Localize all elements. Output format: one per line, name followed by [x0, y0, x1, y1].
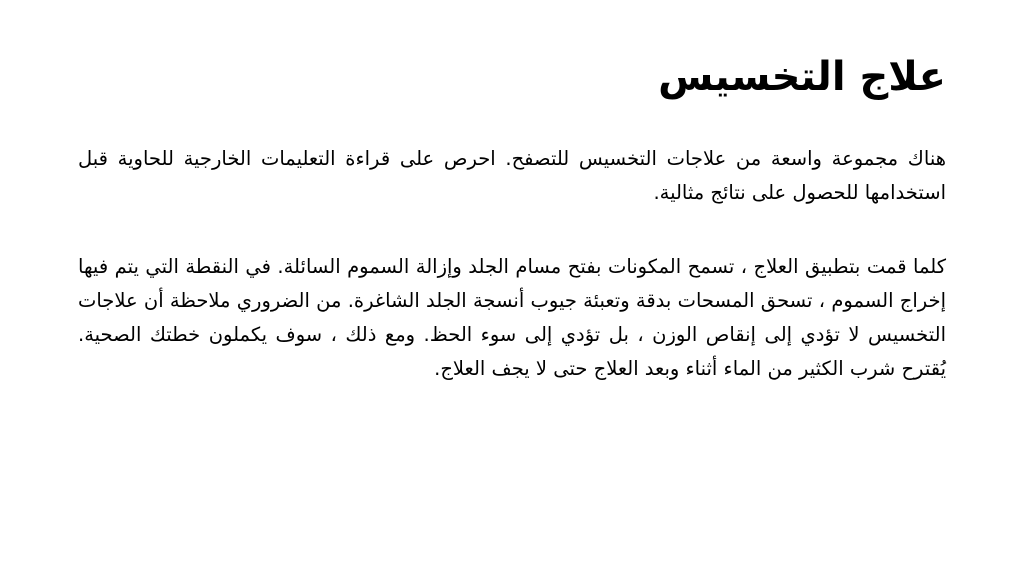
paragraph-intro: هناك مجموعة واسعة من علاجات التخسيس للتصفح. احرص على قراءة التعليمات الخارجية للحاوية قبل استخدامها للحصول على نتائج مثالية. — [78, 147, 946, 204]
paragraph-details: كلما قمت بتطبيق العلاج ، تسمح المكونات بفتح مسام الجلد وإزالة السموم السائلة. في النقطة التي يتم فيها إخراج السموم ، تسحق المسحات بدقة وتعبئة جيوب أنسجة الجلد الشاغرة. من الضروري ملاحظة أن علاجات التخسيس لا تؤدي إلى إنقاص الوزن ، بل تؤدي إلى سوء الحظ. ومع ذلك ، سوف يكملون خطتك الصحية. يُقترح شرب الكثير من الماء أثناء وبعد العلاج حتى لا يجف العلاج. — [78, 255, 946, 380]
slide-body — [78, 142, 946, 426]
slide-title: علاج التخسيس — [658, 54, 946, 100]
